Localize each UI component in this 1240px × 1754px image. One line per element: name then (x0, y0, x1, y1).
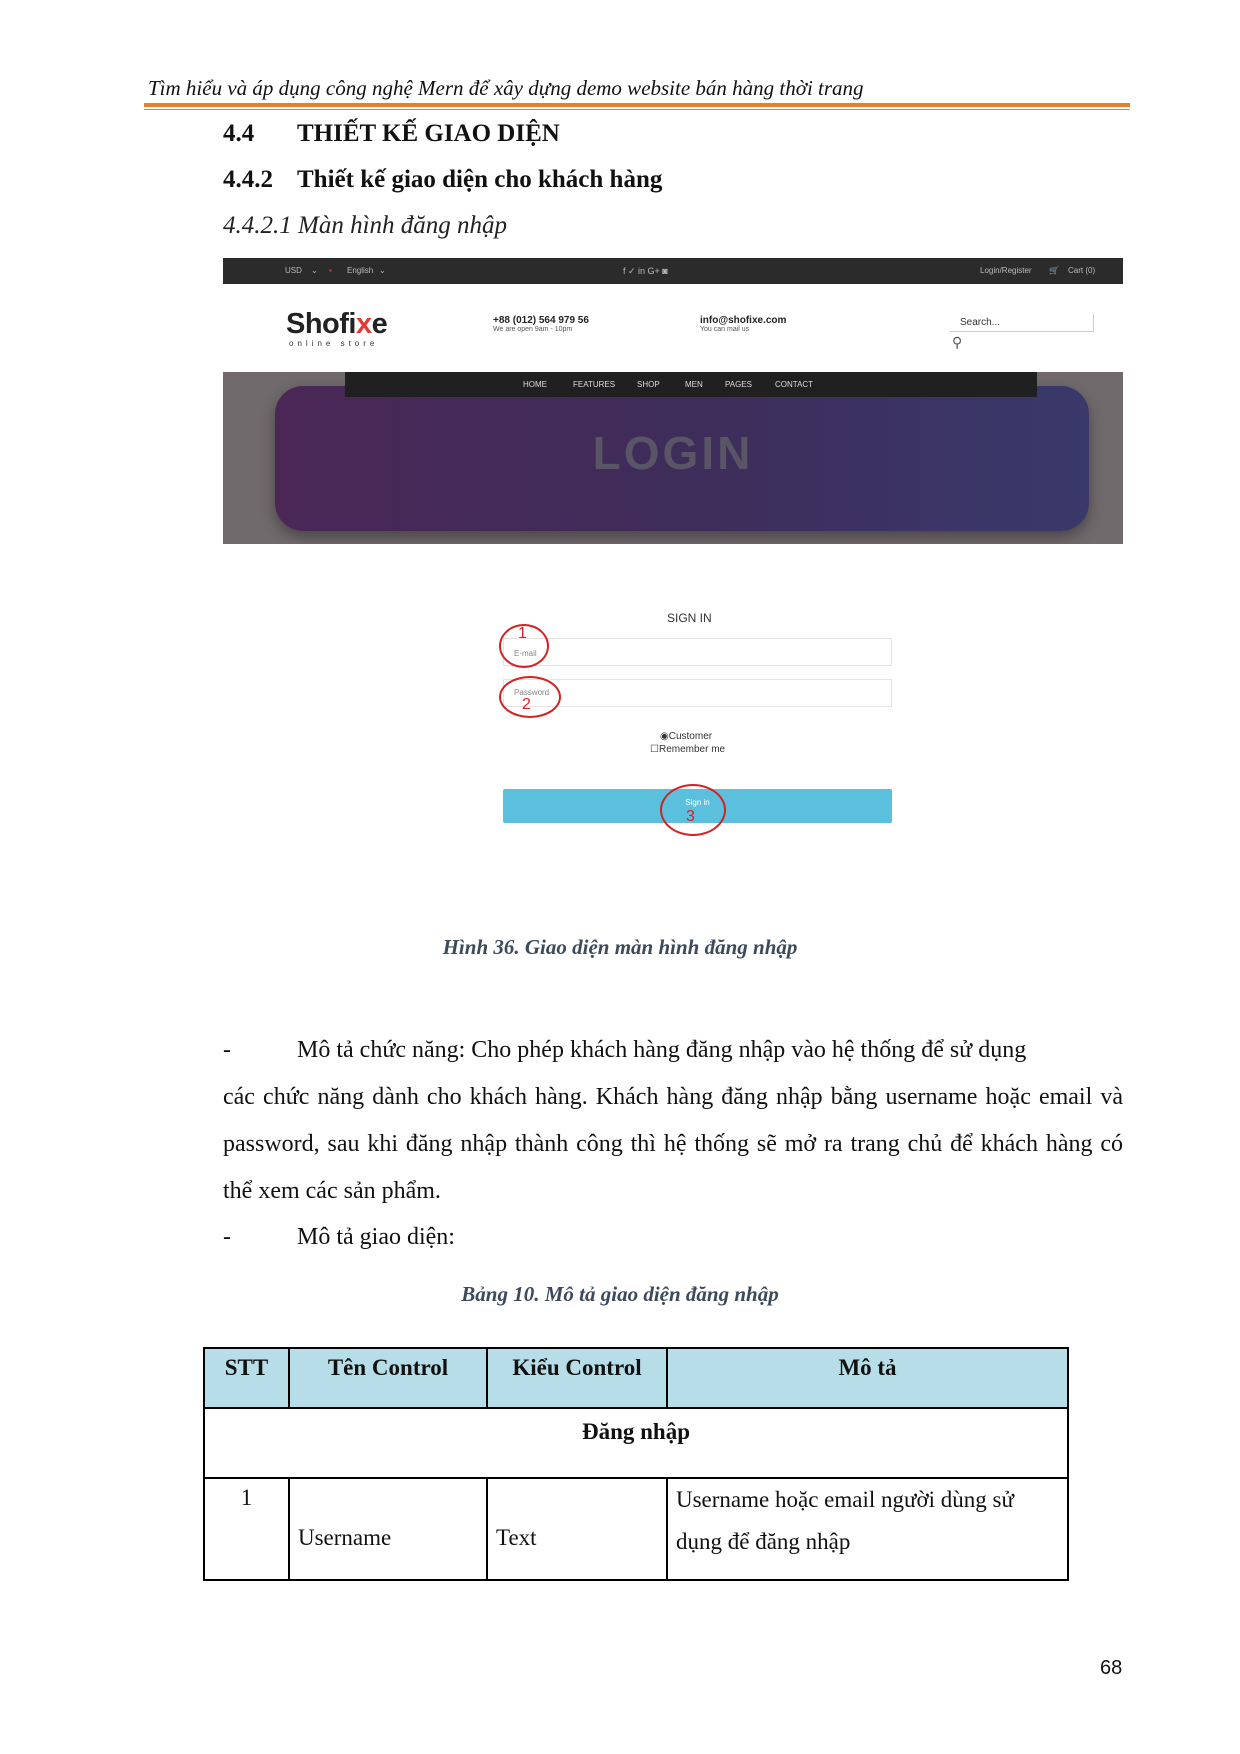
login-register-link[interactable]: Login/Register (980, 266, 1032, 275)
bullet-dash: - (223, 1037, 231, 1063)
description-table (203, 1347, 1069, 1581)
group-label: Đăng nhập (204, 1408, 1068, 1478)
cart-link[interactable]: Cart (0) (1068, 266, 1096, 275)
nav-shop[interactable]: SHOP (637, 380, 660, 389)
marker-number-3: 3 (686, 808, 695, 825)
header-rule-thin (144, 109, 1130, 110)
column-header-name: Tên Control (289, 1348, 487, 1408)
banner-title: LOGIN (592, 427, 754, 479)
section-number-4-4: 4.4 (223, 120, 255, 147)
email-contact: info@shofixe.com You can mail us (700, 315, 787, 333)
phone-contact: +88 (012) 564 979 56 We are open 9am - 10pm (493, 315, 589, 333)
password-field[interactable]: Password (503, 679, 892, 707)
column-header-desc: Mô tả (667, 1348, 1068, 1408)
table-group-row (204, 1408, 1068, 1478)
section-title-4-4-2: Thiết kế giao diện cho khách hàng (297, 166, 663, 193)
table-caption: Bảng 10. Mô tả giao diện đăng nhập (461, 1282, 779, 1306)
site-search-input[interactable]: Search... (950, 314, 1094, 332)
radio-icon: ◉ (660, 731, 669, 742)
nav-pages[interactable]: PAGES (725, 380, 752, 389)
chevron-down-icon: ⌄ (379, 266, 386, 275)
remember-me-checkbox[interactable]: ☐Remember me (650, 744, 726, 755)
cell-name: Username (289, 1478, 487, 1580)
column-header-stt: STT (204, 1348, 289, 1408)
paragraph-function: - Mô tả chức năng: Cho phép khách hàng đăng nhập vào hệ thống để sử dụng các chức năng dành cho khách hàng. Khách hàng đăng nhập bằng username hoặc email và password, sau khi đăng nhập thành công thì hệ thống sẽ mở ra trang chủ để khách hàng có thể xem các sản phẩm. (223, 1027, 1123, 1215)
site-logo[interactable]: Shofixe (286, 308, 388, 340)
table-row (204, 1478, 1068, 1580)
nav-men[interactable]: MEN (685, 380, 703, 389)
social-icons[interactable]: f ✓ in G+ ◙ (623, 266, 668, 276)
figure-caption: Hình 36. Giao diện màn hình đăng nhập (442, 935, 798, 959)
section-number-4-4-2: 4.4.2 (223, 166, 273, 193)
site-nav (345, 372, 1037, 397)
subsection-title-4-4-2-1: 4.4.2.1 Màn hình đăng nhập (223, 212, 508, 239)
cell-stt: 1 (204, 1478, 289, 1580)
search-icon[interactable]: ⚲ (952, 335, 963, 351)
chevron-down-icon: ⌄ (311, 266, 318, 275)
page-number: 68 (1100, 1657, 1123, 1679)
signin-button[interactable]: Sign in (503, 789, 892, 823)
nav-contact[interactable]: CONTACT (775, 380, 814, 389)
signin-title: SIGN IN (667, 611, 712, 625)
email-field[interactable]: E-mail (503, 638, 892, 666)
table-header-row (204, 1348, 1068, 1408)
column-header-type: Kiểu Control (487, 1348, 667, 1408)
flag-icon: ▪ (329, 266, 332, 275)
cart-icon: 🛒 (1049, 266, 1059, 275)
bullet-dash: - (223, 1224, 231, 1250)
paragraph-interface: - Mô tả giao diện: (223, 1214, 1123, 1261)
radio-customer[interactable]: ◉Customer (660, 731, 713, 742)
checkbox-icon: ☐ (650, 744, 659, 755)
marker-number-1: 1 (518, 625, 527, 642)
cell-type: Text (487, 1478, 667, 1580)
header-rule (144, 103, 1130, 107)
site-logo-tagline: online store (289, 339, 379, 348)
site-topbar (223, 258, 1123, 284)
cell-desc: Username hoặc email người dùng sử dụng để đăng nhập (667, 1478, 1068, 1580)
nav-features[interactable]: FEATURES (573, 380, 616, 389)
language-selector[interactable]: English (347, 266, 374, 275)
website-screenshot (223, 258, 1123, 544)
nav-home[interactable]: HOME (523, 380, 547, 389)
running-header: Tìm hiểu và áp dụng công nghệ Mern để xây dựng demo website bán hàng thời trang (148, 76, 864, 100)
currency-selector[interactable]: USD (285, 266, 302, 275)
section-title-4-4: THIẾT KẾ GIAO DIỆN (297, 120, 560, 147)
marker-number-2: 2 (522, 696, 531, 713)
